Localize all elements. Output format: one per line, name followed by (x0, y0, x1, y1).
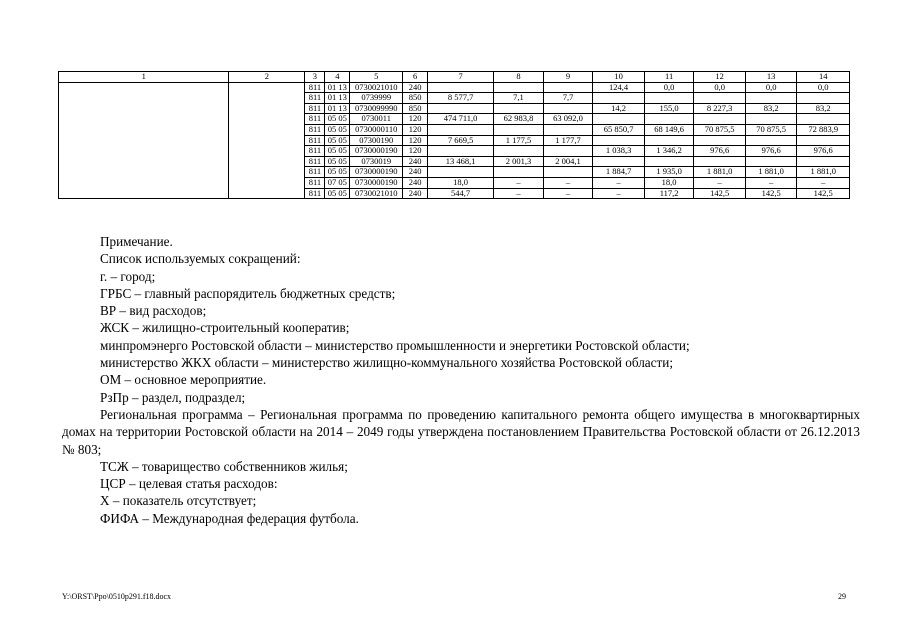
table-cell: 120 (403, 135, 428, 146)
table-row (59, 177, 850, 188)
table-cell: 155,0 (644, 103, 694, 114)
table-cell: 8 227,3 (694, 103, 746, 114)
table-cell (593, 93, 645, 104)
column-header: 4 (325, 72, 350, 83)
abbreviation-item: ТСЖ – товарищество собственников жилья; (100, 458, 348, 474)
column-header: 12 (694, 72, 746, 83)
table-cell: 850 (403, 93, 428, 104)
abbreviation-item: ВР – вид расходов; (100, 303, 207, 319)
table-cell: 811 (305, 82, 325, 93)
table-cell: 70 875,5 (694, 124, 746, 135)
table-cell (543, 167, 593, 178)
table-cell: 07 05 (325, 177, 350, 188)
abbreviation-item: РзПр – раздел, подраздел; (100, 389, 246, 405)
table-cell: 72 883,9 (797, 124, 850, 135)
table-cell (543, 146, 593, 157)
table-cell: 976,6 (797, 146, 850, 157)
table-cell: 120 (403, 146, 428, 157)
table-cell: 811 (305, 167, 325, 178)
table-cell (229, 114, 305, 125)
table-cell (644, 93, 694, 104)
table-cell (59, 167, 229, 178)
abbreviation-item: г. – город; (100, 268, 156, 284)
column-header: 10 (593, 72, 645, 83)
table-cell (59, 93, 229, 104)
table-cell: 1 881,0 (694, 167, 746, 178)
table-cell: 142,5 (797, 188, 850, 199)
notes-intro: Список используемых сокращений: (100, 251, 301, 267)
table-cell (59, 103, 229, 114)
table-cell (229, 124, 305, 135)
table-cell (593, 135, 645, 146)
table-cell: 0730019 (350, 156, 403, 167)
table-row (59, 114, 850, 125)
table-cell: 01 13 (325, 82, 350, 93)
table-cell: 811 (305, 124, 325, 135)
table-cell: 0739999 (350, 93, 403, 104)
table-cell: 05 05 (325, 124, 350, 135)
table-cell: 0,0 (644, 82, 694, 93)
table-cell (427, 103, 493, 114)
column-header: 1 (59, 72, 229, 83)
table-cell: 976,6 (745, 146, 797, 157)
table-cell: 0,0 (797, 82, 850, 93)
table-cell: 01 13 (325, 93, 350, 104)
table-cell: 850 (403, 103, 428, 114)
column-header: 2 (229, 72, 305, 83)
notes-section (62, 233, 860, 527)
table-cell: 811 (305, 188, 325, 199)
table-cell: 811 (305, 177, 325, 188)
table-row (59, 124, 850, 135)
table-cell (229, 146, 305, 157)
table-cell (694, 114, 746, 125)
abbreviation-item: Региональная программа – Региональная программа по проведению капитального ремонта общего имущества в многоквартирных домах на территории Ростовской области на 2014 – 2049 годы утверждена постановлением Правительства Ростовской области от 26.12.2013 № 803; (62, 406, 860, 457)
table-cell: 1 935,0 (644, 167, 694, 178)
table-cell: 240 (403, 177, 428, 188)
table-cell: 05 05 (325, 156, 350, 167)
table-cell: – (745, 177, 797, 188)
page-number: 29 (838, 592, 846, 601)
abbreviation-item: минпромэнерго Ростовской области – министерство промышленности и энергетики Ростовской области; (100, 337, 690, 353)
table-cell (797, 156, 850, 167)
table-cell: 70 875,5 (745, 124, 797, 135)
abbreviation-item: Х – показатель отсутствует; (100, 493, 257, 509)
table-cell: 811 (305, 135, 325, 146)
table-cell: 05 05 (325, 146, 350, 157)
table-cell: 240 (403, 188, 428, 199)
abbreviation-item: ОМ – основное мероприятие. (100, 372, 267, 388)
table-cell: 1 881,0 (797, 167, 850, 178)
table-cell: 0730000110 (350, 124, 403, 135)
table-cell: 0730000190 (350, 146, 403, 157)
table-cell: 474 711,0 (427, 114, 493, 125)
table-row (59, 135, 850, 146)
table-cell (494, 82, 544, 93)
table-cell (229, 156, 305, 167)
table-cell (494, 124, 544, 135)
table-row (59, 82, 850, 93)
table-cell: 8 577,7 (427, 93, 493, 104)
table-cell: 124,4 (593, 82, 645, 93)
table-cell: 1 346,2 (644, 146, 694, 157)
column-header: 6 (403, 72, 428, 83)
table-cell: 544,7 (427, 188, 493, 199)
table-cell (797, 114, 850, 125)
table-cell: – (543, 188, 593, 199)
table-cell (427, 167, 493, 178)
table-cell (59, 146, 229, 157)
table-cell (229, 177, 305, 188)
table-row (59, 146, 850, 157)
table-cell: 63 092,0 (543, 114, 593, 125)
table-cell: 120 (403, 114, 428, 125)
table-cell: 83,2 (797, 103, 850, 114)
table-cell: 240 (403, 82, 428, 93)
table-cell: 68 149,6 (644, 124, 694, 135)
table-cell (543, 103, 593, 114)
table-cell (229, 103, 305, 114)
table-cell: 0730099990 (350, 103, 403, 114)
table-cell (644, 135, 694, 146)
table-cell (694, 135, 746, 146)
table-cell: – (593, 177, 645, 188)
table-cell (59, 124, 229, 135)
table-row (59, 156, 850, 167)
table-cell: 0730021010 (350, 188, 403, 199)
table-cell: 0730011 (350, 114, 403, 125)
notes-heading: Примечание. (100, 234, 173, 249)
table-row (59, 103, 850, 114)
abbreviation-item: ЖСК – жилищно-строительный кооператив; (100, 320, 350, 336)
table-cell (59, 82, 229, 93)
table-row (59, 167, 850, 178)
table-header-row (59, 72, 850, 83)
table-cell: 13 468,1 (427, 156, 493, 167)
table-cell: – (494, 188, 544, 199)
table-cell (494, 103, 544, 114)
table-body (59, 82, 850, 199)
table-cell (59, 156, 229, 167)
table-cell: 83,2 (745, 103, 797, 114)
table-cell: 117,2 (644, 188, 694, 199)
table-cell: 811 (305, 93, 325, 104)
table-cell: 0730000190 (350, 167, 403, 178)
abbreviation-item: ГРБС – главный распорядитель бюджетных средств; (100, 285, 396, 301)
table-cell (59, 177, 229, 188)
table-cell: 0,0 (745, 82, 797, 93)
table-cell: 811 (305, 114, 325, 125)
abbreviation-item: министерство ЖКХ области – министерство жилищно-коммунального хозяйства Ростовской области; (100, 355, 673, 371)
table-cell (797, 135, 850, 146)
table-cell: – (593, 188, 645, 199)
table-cell (494, 167, 544, 178)
table-cell (644, 156, 694, 167)
table-cell: – (797, 177, 850, 188)
table-cell: 811 (305, 156, 325, 167)
table-cell (59, 135, 229, 146)
table-cell: 62 983,8 (494, 114, 544, 125)
table-cell: 14,2 (593, 103, 645, 114)
table-cell: 0730000190 (350, 177, 403, 188)
table-cell: 7,1 (494, 93, 544, 104)
table-cell (593, 156, 645, 167)
column-header: 5 (350, 72, 403, 83)
column-header: 11 (644, 72, 694, 83)
table-row (59, 93, 850, 104)
table-cell (59, 114, 229, 125)
table-cell (745, 93, 797, 104)
table-cell: 240 (403, 167, 428, 178)
table-cell: 0730021010 (350, 82, 403, 93)
table-cell: 7 669,5 (427, 135, 493, 146)
table-cell (543, 82, 593, 93)
table-cell (59, 188, 229, 199)
table-cell (229, 167, 305, 178)
table-cell: 1 884,7 (593, 167, 645, 178)
table-cell: 05 05 (325, 114, 350, 125)
footer-file-path: Y:\ORST\Ppo\0510p291.f18.docx (62, 592, 172, 601)
column-header: 3 (305, 72, 325, 83)
table-cell (427, 82, 493, 93)
table-cell: 18,0 (644, 177, 694, 188)
table-cell (427, 146, 493, 157)
table-cell: – (543, 177, 593, 188)
table-cell: 2 004,1 (543, 156, 593, 167)
table-cell: 05 05 (325, 188, 350, 199)
table-cell: 07300190 (350, 135, 403, 146)
table-cell: 1 038,3 (593, 146, 645, 157)
table-cell (644, 114, 694, 125)
table-cell (694, 93, 746, 104)
column-header: 8 (494, 72, 544, 83)
table-cell (229, 135, 305, 146)
table-cell: 120 (403, 124, 428, 135)
table-cell: 2 001,3 (494, 156, 544, 167)
table-cell: 1 177,5 (494, 135, 544, 146)
table-cell (427, 124, 493, 135)
column-header: 14 (797, 72, 850, 83)
table-cell: 05 05 (325, 167, 350, 178)
budget-table (58, 71, 850, 199)
table-cell (745, 135, 797, 146)
column-header: 7 (427, 72, 493, 83)
abbreviation-item: ЦСР – целевая статья расходов: (100, 476, 278, 492)
abbreviation-item: ФИФА – Международная федерация футбола. (100, 510, 359, 526)
table-row (59, 188, 850, 199)
table-cell: 811 (305, 103, 325, 114)
table-cell (745, 114, 797, 125)
table-cell: 7,7 (543, 93, 593, 104)
table-cell: 1 881,0 (745, 167, 797, 178)
table-cell: 811 (305, 146, 325, 157)
table-cell: 0,0 (694, 82, 746, 93)
table-cell: 976,6 (694, 146, 746, 157)
table-cell: 18,0 (427, 177, 493, 188)
table-cell: 01 13 (325, 103, 350, 114)
table-cell: 65 850,7 (593, 124, 645, 135)
table-cell (797, 93, 850, 104)
column-header: 9 (543, 72, 593, 83)
table-cell: – (694, 177, 746, 188)
table-cell (229, 82, 305, 93)
table-cell (543, 124, 593, 135)
table-cell: 240 (403, 156, 428, 167)
table-cell: 142,5 (694, 188, 746, 199)
table-cell (229, 93, 305, 104)
table-cell (745, 156, 797, 167)
table-cell (593, 114, 645, 125)
table-cell: 142,5 (745, 188, 797, 199)
table-cell: – (494, 177, 544, 188)
table-cell: 1 177,7 (543, 135, 593, 146)
table-cell (229, 188, 305, 199)
table-cell (494, 146, 544, 157)
table-cell (694, 156, 746, 167)
table-cell: 05 05 (325, 135, 350, 146)
column-header: 13 (745, 72, 797, 83)
